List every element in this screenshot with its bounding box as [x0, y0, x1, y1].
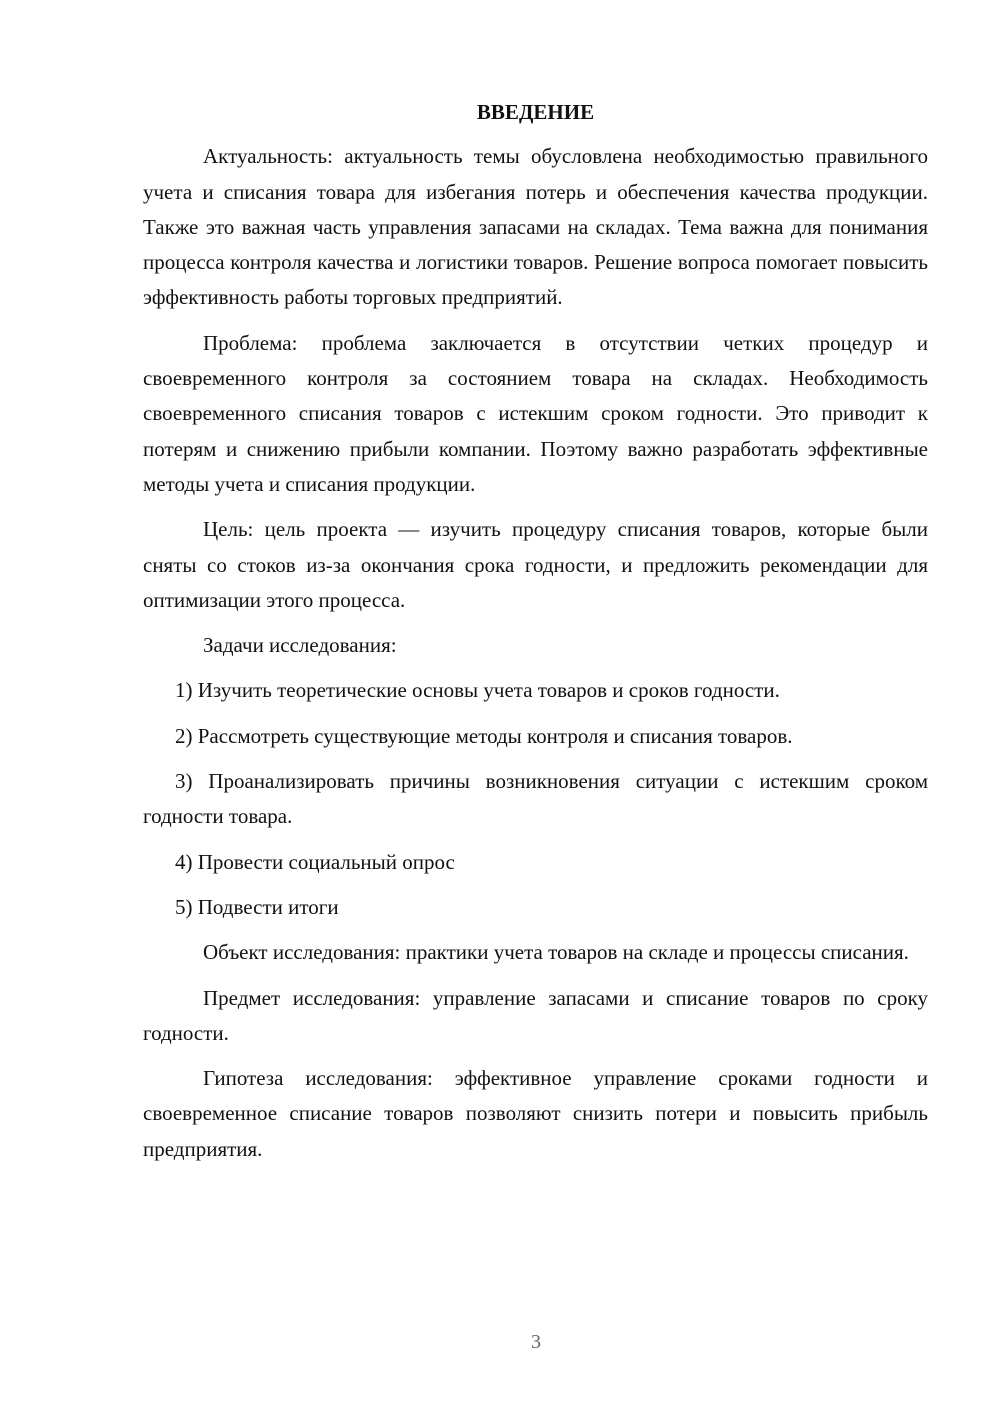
problem-paragraph: Проблема: проблема заключается в отсутствии четких процедур и своевременного контроля за состоянием товара на складах. Необходимость своевременного списания товаров с истекшим сроком годности. Это приводит к потерям и снижению прибыли компании. Поэтому важно разработать эффективные методы учета и списания продукции. — [143, 330, 928, 496]
object-paragraph: Объект исследования: практики учета товаров на складе и процессы списания. — [203, 940, 909, 965]
list-item: 3) Проанализировать причины возникновения ситуации с истекшим сроком годности товара. — [143, 769, 928, 829]
list-item: 5) Подвести итоги — [175, 894, 339, 919]
page-content — [143, 95, 928, 1177]
tasks-heading: Задачи исследования: — [203, 633, 397, 658]
goal-paragraph: Цель: цель проекта — изучить процедуру списания товаров, которые были сняты со стоков из-за окончания срока годности, и предложить рекомендации для оптимизации этого процесса. — [143, 517, 928, 612]
section-title: ВВЕДЕНИЕ — [476, 100, 595, 124]
list-item: 4) Провести социальный опрос — [175, 849, 455, 874]
tasks-list — [143, 673, 928, 925]
list-item: 2) Рассмотреть существующие методы контроля и списания товаров. — [175, 723, 793, 748]
relevance-paragraph: Актуальность: актуальность темы обусловлена необходимостью правильного учета и списания товара для избегания потерь и обеспечения качества продукции. Также это важная часть управления запасами на складах. Тема важна для понимания процесса контроля качества и логистики товаров. Решение вопроса помогает повысить эффективность работы торговых предприятий. — [143, 144, 928, 310]
page-number: 3 — [531, 1331, 541, 1353]
list-item: 1) Изучить теоретические основы учета товаров и сроков годности. — [175, 678, 780, 703]
subject-paragraph: Предмет исследования: управление запасами и списание товаров по сроку годности. — [143, 985, 928, 1045]
hypothesis-paragraph: Гипотеза исследования: эффективное управление сроками годности и своевременное списание товаров позволяют снизить потери и повысить прибыль предприятия. — [143, 1066, 928, 1161]
